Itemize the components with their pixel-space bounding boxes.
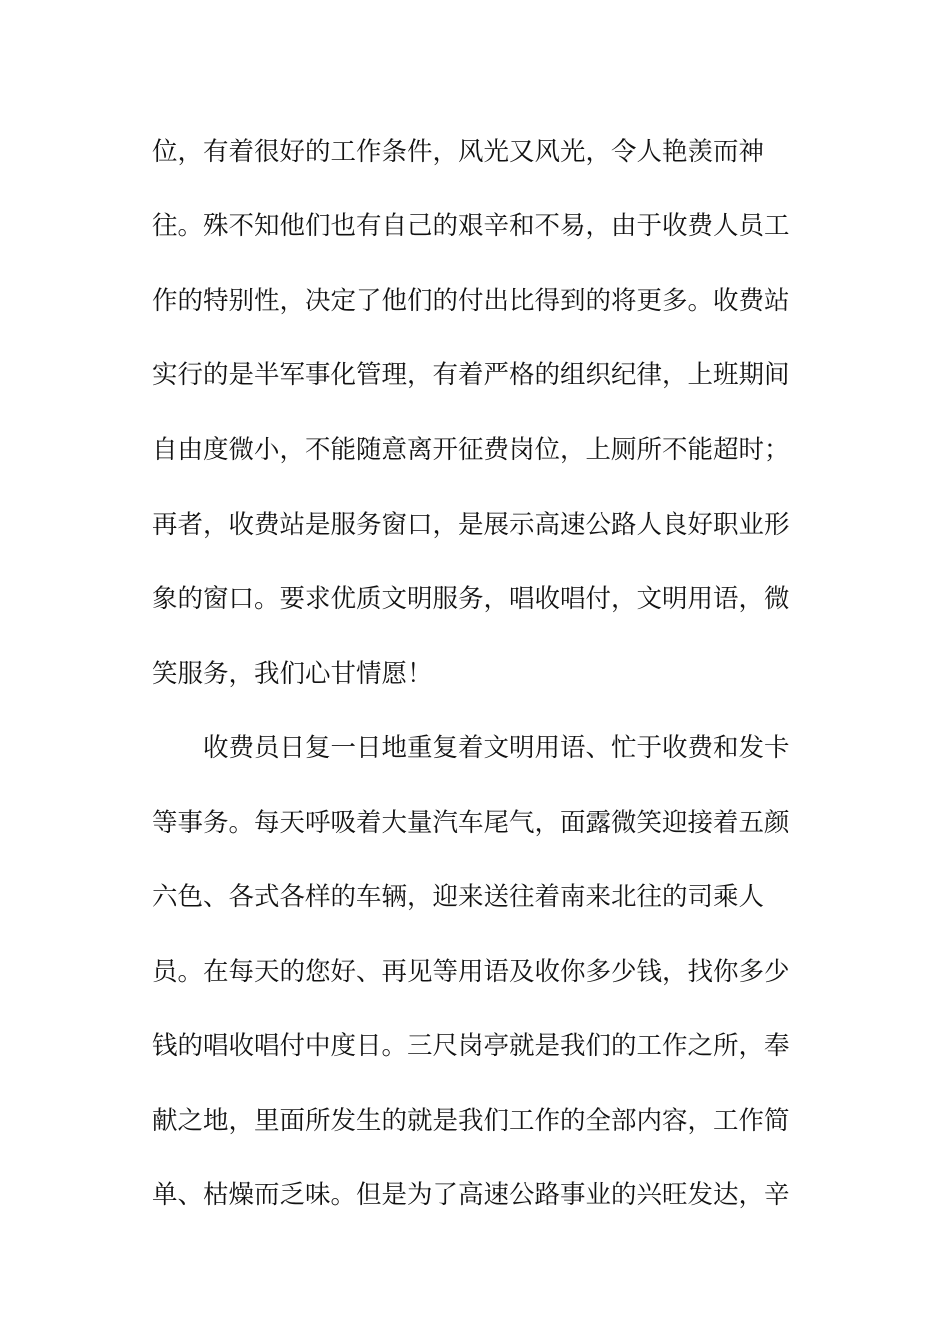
text-line: 等事务。每天呼吸着大量汽车尾气，面露微笑迎接着五颜 — [152, 808, 790, 838]
text-line: 单、枯燥而乏味。但是为了高速公路事业的兴旺发达，辛 — [152, 1180, 790, 1210]
text-line: 再者，收费站是服务窗口，是展示高速公路人良好职业形 — [152, 510, 790, 540]
text-line: 位，有着很好的工作条件，风光又风光，令人艳羡而神 — [152, 137, 765, 167]
text-line: 钱的唱收唱付中度日。三尺岗亭就是我们的工作之所，奉 — [152, 1031, 790, 1061]
paragraph-first-line: 收费员日复一日地重复着文明用语、忙于收费和发卡 — [203, 733, 790, 763]
text-line: 往。殊不知他们也有自己的艰辛和不易，由于收费人员工 — [152, 211, 790, 241]
text-line: 实行的是半军事化管理，有着严格的组织纪律，上班期间 — [152, 360, 790, 390]
text-line: 六色、各式各样的车辆，迎来送往着南来北往的司乘人 — [152, 882, 765, 912]
text-line: 献之地，里面所发生的就是我们工作的全部内容，工作简 — [152, 1106, 790, 1136]
text-line: 笑服务，我们心甘情愿！ — [152, 659, 433, 689]
text-line: 员。在每天的您好、再见等用语及收你多少钱，找你多少 — [152, 957, 790, 987]
text-line: 作的特别性，决定了他们的付出比得到的将更多。收费站 — [152, 286, 790, 316]
text-line: 象的窗口。要求优质文明服务，唱收唱付，文明用语，微 — [152, 584, 790, 614]
text-line: 自由度微小，不能随意离开征费岗位，上厕所不能超时； — [152, 435, 790, 465]
